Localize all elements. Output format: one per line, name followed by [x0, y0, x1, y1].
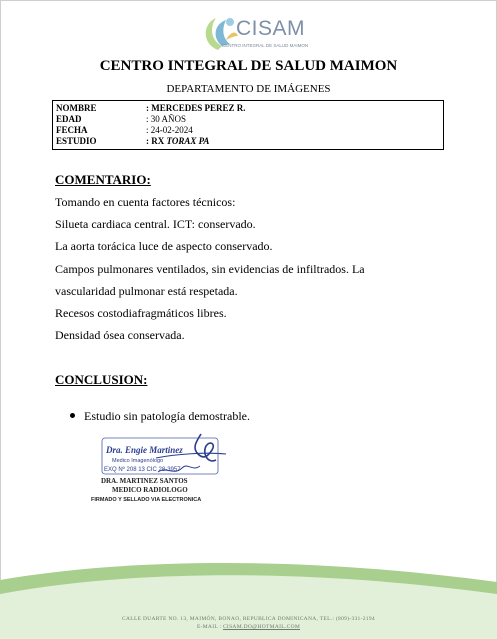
age-value: : 30 AÑOS	[146, 114, 187, 124]
name-label: NOMBRE	[56, 103, 97, 113]
comment-line: Densidad ósea conservada.	[55, 328, 185, 342]
conclusion-item: Estudio sin patología demostrable.	[84, 409, 250, 423]
footer-address: CALLE DUARTE NO. 13, MAIMÓN, BONAO, REPUBLICA DOMINICANA, TEL.: (809)-331-2194	[122, 616, 375, 622]
comment-line: vascularidad pulmonar está respetada.	[55, 284, 238, 298]
stamp-role: Medico Imagenólogo	[112, 458, 164, 464]
patient-info-box	[52, 100, 444, 150]
department-name: DEPARTAMENTO DE IMÁGENES	[166, 83, 331, 95]
footer-email-prefix: E-MAIL :	[196, 624, 223, 630]
logo-wordmark: CISAM	[236, 17, 306, 40]
age-label: EDAD	[56, 114, 82, 124]
comment-line: Silueta cardiaca central. ICT: conservado.	[55, 217, 256, 231]
name-value: : MERCEDES PEREZ R.	[146, 103, 246, 113]
logo-subtitle: CENTRO INTEGRAL DE SALUD MAIMON	[222, 43, 309, 48]
doctor-role: MEDICO RADIOLOGO	[112, 486, 188, 494]
document-title: CENTRO INTEGRAL DE SALUD MAIMON	[99, 58, 398, 74]
study-name: TORAX PA	[166, 136, 210, 146]
doctor-name: DRA. MARTINEZ SANTOS	[101, 477, 188, 485]
comment-line: Campos pulmonares ventilados, sin evidencias de infiltrados. La	[55, 262, 365, 276]
study-label: ESTUDIO	[56, 136, 97, 146]
stamp-ids: EXQ Nº 208 13 CIC 28-3957	[104, 467, 181, 473]
comment-line: La aorta torácica luce de aspecto conservado.	[55, 239, 273, 253]
comment-line: Tomando en cuenta factores técnicos:	[55, 195, 236, 209]
study-prefix: : RX	[146, 136, 167, 146]
signature-note: FIRMADO Y SELLADO VIA ELECTRONICA	[91, 497, 202, 503]
date-label: FECHA	[56, 125, 88, 135]
conclusion-heading: CONCLUSION:	[55, 372, 148, 387]
bullet-icon	[70, 413, 75, 418]
comment-line: Recesos costodiafragmáticos libres.	[55, 306, 227, 320]
date-value: : 24-02-2024	[146, 125, 193, 135]
footer-email-line	[0, 624, 497, 630]
study-value	[146, 136, 209, 146]
comment-heading: COMENTARIO:	[55, 172, 151, 187]
stamp-name: Dra. Engie Martinez	[106, 445, 183, 455]
footer-email-link[interactable]: CISAM.DO@HOTMAIL.COM	[222, 624, 301, 630]
